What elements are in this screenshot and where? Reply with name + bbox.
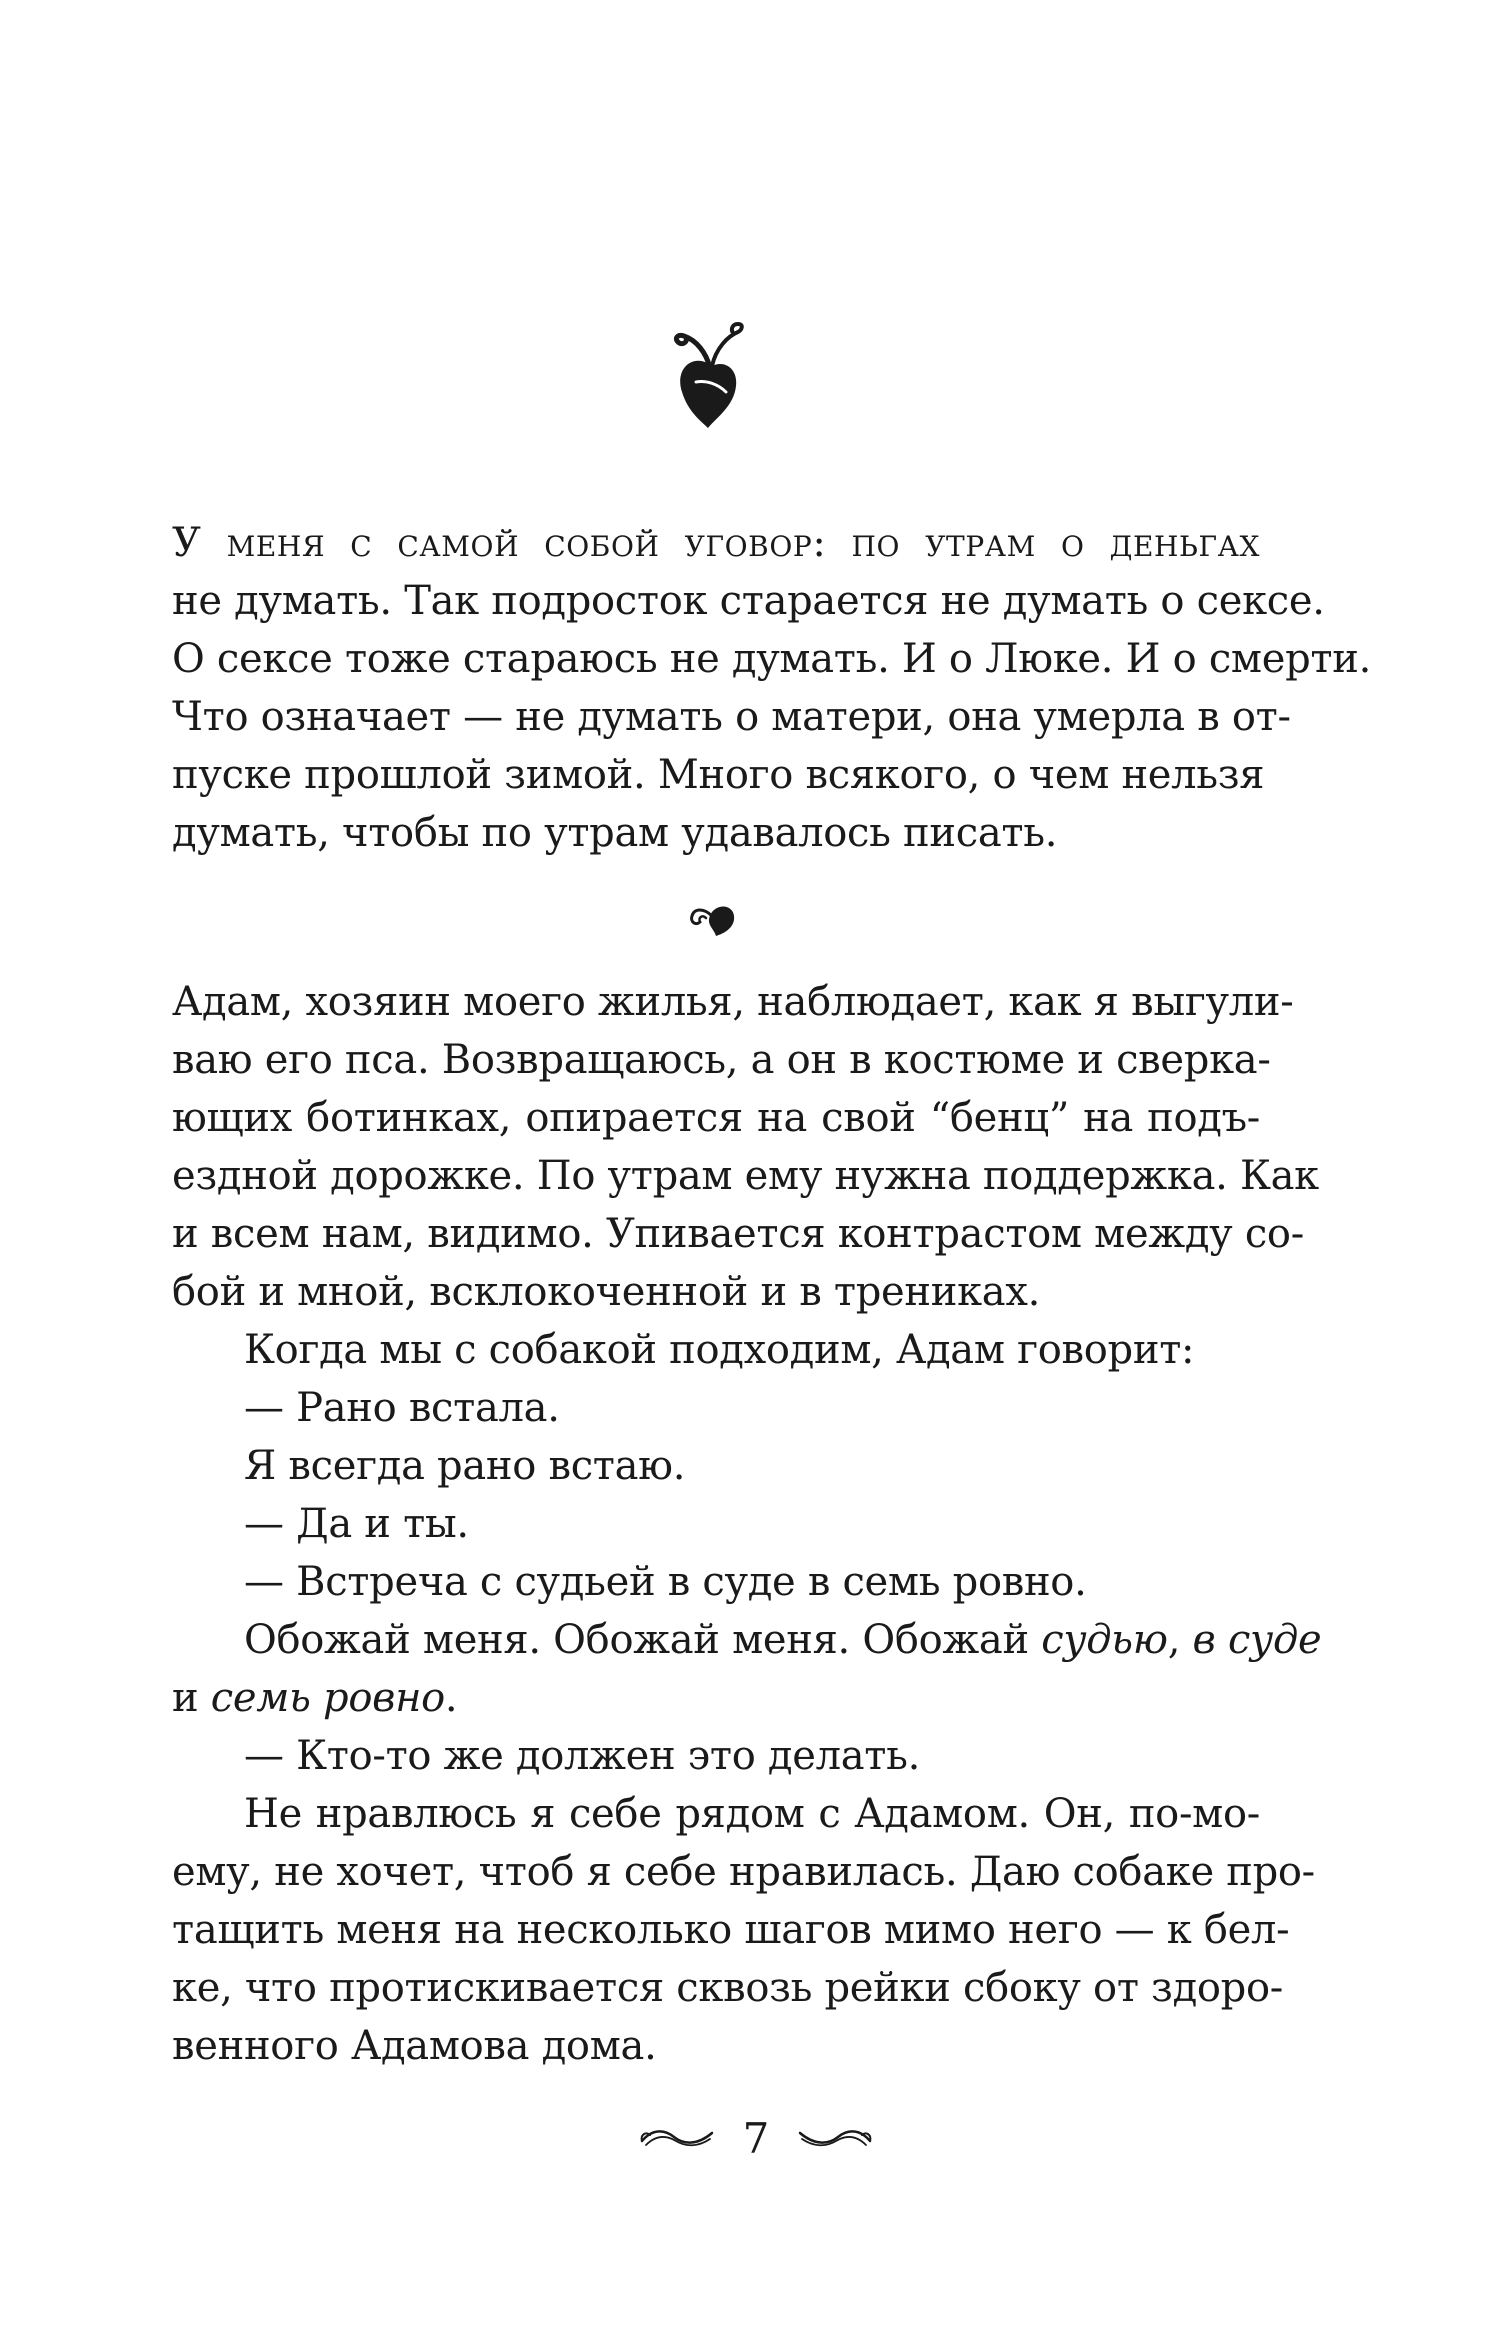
small-caps-opening: У меня с самой собой уговор: — [172, 520, 827, 566]
folio — [0, 2108, 1512, 2168]
dialogue-line: — Встреча с судьей в суде в семь ровно. — [244, 1559, 1087, 1605]
hedera-icon — [690, 898, 738, 938]
text-line: венного Адамова дома. — [172, 2023, 657, 2069]
swirl-right-icon — [798, 2123, 872, 2153]
text-line: бой и мной, всклокоченной и в трениках. — [172, 1269, 1041, 1315]
swirl-left-icon — [640, 2123, 714, 2153]
dialogue-line: — Рано встала. — [244, 1385, 560, 1431]
text-run: . — [444, 1675, 458, 1721]
text-line: пуске прошлой зимой. Много всякого, о чем нельзя — [172, 752, 1265, 798]
paragraph-2 — [172, 973, 1322, 2075]
text-line: Адам, хозяин моего жилья, наблюдает, как я выгули- — [172, 979, 1294, 1025]
text-line — [172, 1611, 1322, 1669]
paragraph-1 — [172, 514, 1372, 862]
italic-run: семь ровно — [210, 1675, 445, 1721]
text-line: О сексе тоже стараюсь не думать. И о Люке. И о смерти. — [172, 636, 1372, 682]
text-line — [172, 514, 1260, 572]
fleuron-icon — [672, 322, 744, 430]
italic-run: судью — [1041, 1617, 1168, 1663]
text-line: Когда мы с собакой подходим, Адам говорит: — [244, 1327, 1195, 1373]
text-line: Что означает — не думать о матери, она умерла в от- — [172, 694, 1291, 740]
text-line: тащить меня на несколько шагов мимо него — к бел- — [172, 1907, 1290, 1953]
text-line: ющих ботинках, опирается на свой “бенц” на подъ- — [172, 1095, 1260, 1141]
text-line: ездной дорожке. По утрам ему нужна поддержка. Как — [172, 1153, 1319, 1199]
text-line: ваю его пса. Возвращаюсь, а он в костюме и сверка- — [172, 1037, 1271, 1083]
text-run: , — [1167, 1617, 1193, 1663]
text-run: и — [172, 1675, 211, 1721]
page-number: 7 — [742, 2113, 770, 2163]
dialogue-line: — Да и ты. — [244, 1501, 469, 1547]
text-line: ке, что протискивается сквозь рейки сбоку от здоро- — [172, 1965, 1283, 2011]
text-line: ему, не хочет, чтоб я себе нравилась. Даю собаке про- — [172, 1849, 1315, 1895]
italic-run: в суде — [1192, 1617, 1322, 1663]
text-line: и всем нам, видимо. Упивается контрастом между со- — [172, 1211, 1304, 1257]
text-line: думать, чтобы по утрам удавалось писать. — [172, 810, 1058, 856]
text-line: не думать. Так подросток старается не думать о сексе. — [172, 578, 1325, 624]
text-line — [172, 1669, 1260, 1727]
text-run: по утрам о деньгах — [826, 520, 1260, 566]
text-line: Не нравлюсь я себе рядом с Адамом. Он, по-мо- — [244, 1791, 1260, 1837]
text-run: Обожай меня. Обожай меня. Обожай — [244, 1617, 1042, 1663]
dialogue-line: — Кто-то же должен это делать. — [244, 1733, 920, 1779]
text-line: Я всегда рано встаю. — [244, 1443, 686, 1489]
